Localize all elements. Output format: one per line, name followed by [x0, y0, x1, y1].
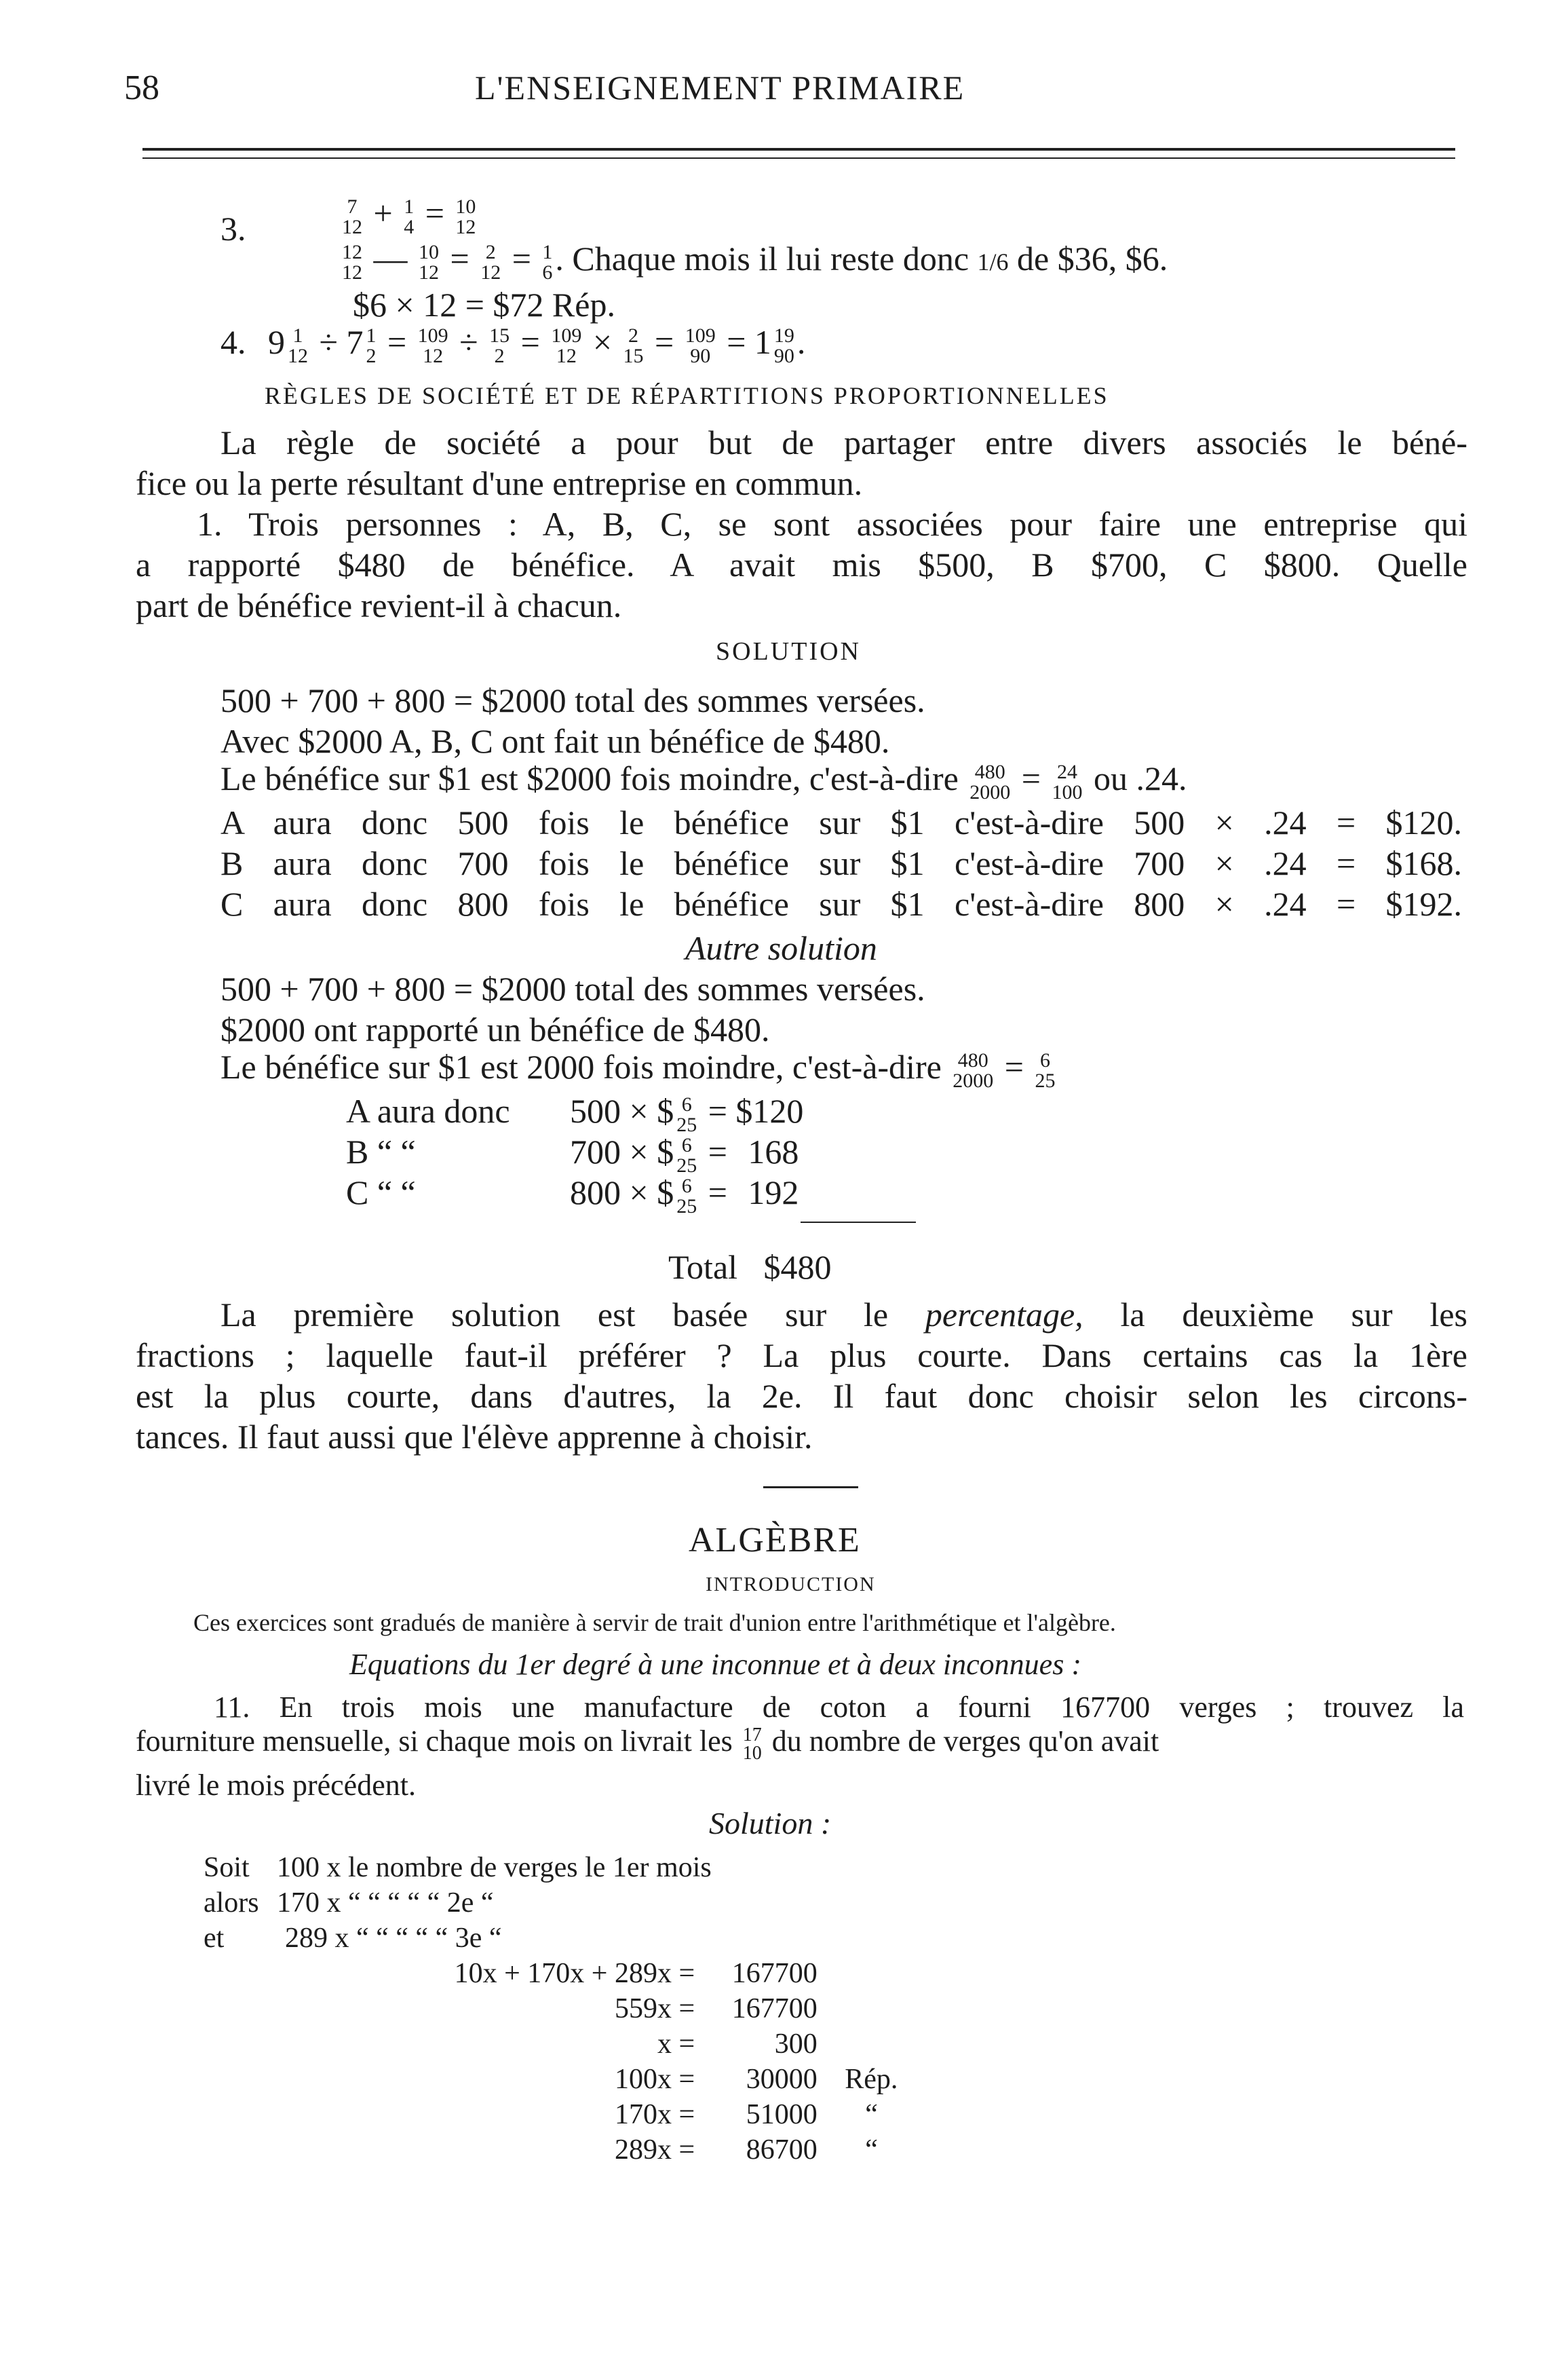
solution-row-2: alors 170 x “ “ “ “ “ 2e “ [204, 1887, 494, 1919]
section-title-regles: RÈGLES DE SOCIÉTÉ ET DE RÉPARTITIONS PROPORTIONNELLES [265, 382, 1109, 409]
conclusion-line-4: tances. Il faut aussi que l'élève apprenne à choisir. [136, 1418, 813, 1456]
total-rule [801, 1222, 916, 1223]
running-title: L'ENSEIGNEMENT PRIMAIRE [475, 69, 965, 107]
solution-line-5: B aura donc 700 fois le bénéfice sur $1 c'est-à-dire 700 × .24 = $168. [220, 844, 1462, 882]
algebre-subtitle: INTRODUCTION [706, 1573, 876, 1595]
equation-row-2: 559x = 167700 [615, 1993, 818, 2024]
equation-row-6: 289x = 86700 “ [615, 2134, 878, 2166]
algebre-note: Ces exercices sont gradués de manière à servir de trait d'union entre l'arithmétique et l'algèbre. [193, 1609, 1116, 1636]
problem-1-line-3: part de bénéfice revient-il à chacun. [136, 586, 622, 624]
equation-row-4: 100x = 30000 Rép. [615, 2064, 898, 2095]
exercise-3-line-2: 12 12 — 10 12 = 2 12 = 1 6 . Chaque mois il lui reste donc 1/6 de $36, $6. [342, 240, 1168, 284]
autre-line-1: 500 + 700 + 800 = $2000 total des sommes versées. [220, 970, 925, 1008]
solution-line-2: Avec $2000 A, B, C ont fait un bénéfice de $480. [220, 722, 890, 760]
intro-line-2: fice ou la perte résultant d'une entreprise en commun. [136, 464, 863, 502]
exercise-3-line-1: 7 12 + 1 4 = 10 12 [342, 194, 476, 238]
exercise-3-line-3: $6 × 12 = $72 Rép. [353, 286, 615, 324]
share-row-c: C “ “ 800 × $ 6 25 = 192 [346, 1173, 799, 1217]
solution-line-6: C aura donc 800 fois le bénéfice sur $1 c'est-à-dire 800 × .24 = $192. [220, 885, 1462, 923]
solution-row-3: et 289 x “ “ “ “ “ 3e “ [204, 1923, 502, 1954]
problem-1-line-1: 1. Trois personnes : A, B, C, se sont associées pour faire une entreprise qui [197, 505, 1467, 543]
share-row-a: A aura donc 500 × $ 6 25 = $120 [346, 1092, 804, 1136]
section-divider [763, 1486, 858, 1488]
conclusion-line-1: La première solution est basée sur le percentage, la deuxième sur les [220, 1296, 1467, 1334]
problem-11-line-2: fourniture mensuelle, si chaque mois on livrait les 17 10 du nombre de verges qu'on avait [136, 1724, 1159, 1764]
autre-line-2: $2000 ont rapporté un bénéfice de $480. [220, 1010, 770, 1049]
equation-row-5: 170x = 51000 “ [615, 2099, 878, 2130]
conclusion-line-3: est la plus courte, dans d'autres, la 2e. Il faut donc choisir selon les circons- [136, 1377, 1467, 1415]
total-line: Total $480 [668, 1248, 832, 1286]
solution-label: SOLUTION [716, 637, 861, 666]
equations-heading: Equations du 1er degré à une inconnue et à deux inconnues : [349, 1648, 1081, 1681]
header-rule-top [142, 148, 1455, 151]
header-rule-bottom [142, 157, 1455, 159]
solution-label-algebre: Solution : [709, 1806, 832, 1840]
equation-row-3: x = 300 [657, 2028, 818, 2060]
equation-row-1: 10x + 170x + 289x = 167700 [454, 1958, 818, 1989]
page-number: 58 [124, 69, 159, 107]
autre-line-3: Le bénéfice sur $1 est 2000 fois moindre, c'est-à-dire 480 2000 = 6 25 [220, 1048, 1056, 1092]
solution-line-3: Le bénéfice sur $1 est $2000 fois moindre, c'est-à-dire 480 2000 = 24 100 ou .24. [220, 759, 1187, 804]
problem-11-line-1: 11. En trois mois une manufacture de coton a fourni 167700 verges ; trouvez la [214, 1690, 1464, 1724]
problem-1-line-2: a rapporté $480 de bénéfice. A avait mis $500, B $700, C $800. Quelle [136, 546, 1467, 584]
exercise-4-line: 4. 9 1 12 ÷ 7 1 2 = 109 12 ÷ 15 2 = 109 12 × 2 15 = 109 90 = 1 19 90 . [220, 323, 806, 367]
intro-line-1: La règle de société a pour but de partager entre divers associés le béné- [220, 423, 1467, 461]
share-row-b: B “ “ 700 × $ 6 25 = 168 [346, 1133, 799, 1177]
solution-line-1: 500 + 700 + 800 = $2000 total des sommes versées. [220, 681, 925, 719]
autre-solution-label: Autre solution [685, 929, 877, 967]
algebre-title: ALGÈBRE [689, 1521, 861, 1560]
conclusion-line-2: fractions ; laquelle faut-il préférer ? La plus courte. Dans certains cas la 1ère [136, 1336, 1467, 1374]
solution-line-4: A aura donc 500 fois le bénéfice sur $1 c'est-à-dire 500 × .24 = $120. [220, 804, 1462, 842]
solution-row-1: Soit 100 x le nombre de verges le 1er mois [204, 1852, 712, 1883]
exercise-3-number: 3. [220, 210, 246, 248]
problem-11-line-3: livré le mois précédent. [136, 1769, 416, 1802]
